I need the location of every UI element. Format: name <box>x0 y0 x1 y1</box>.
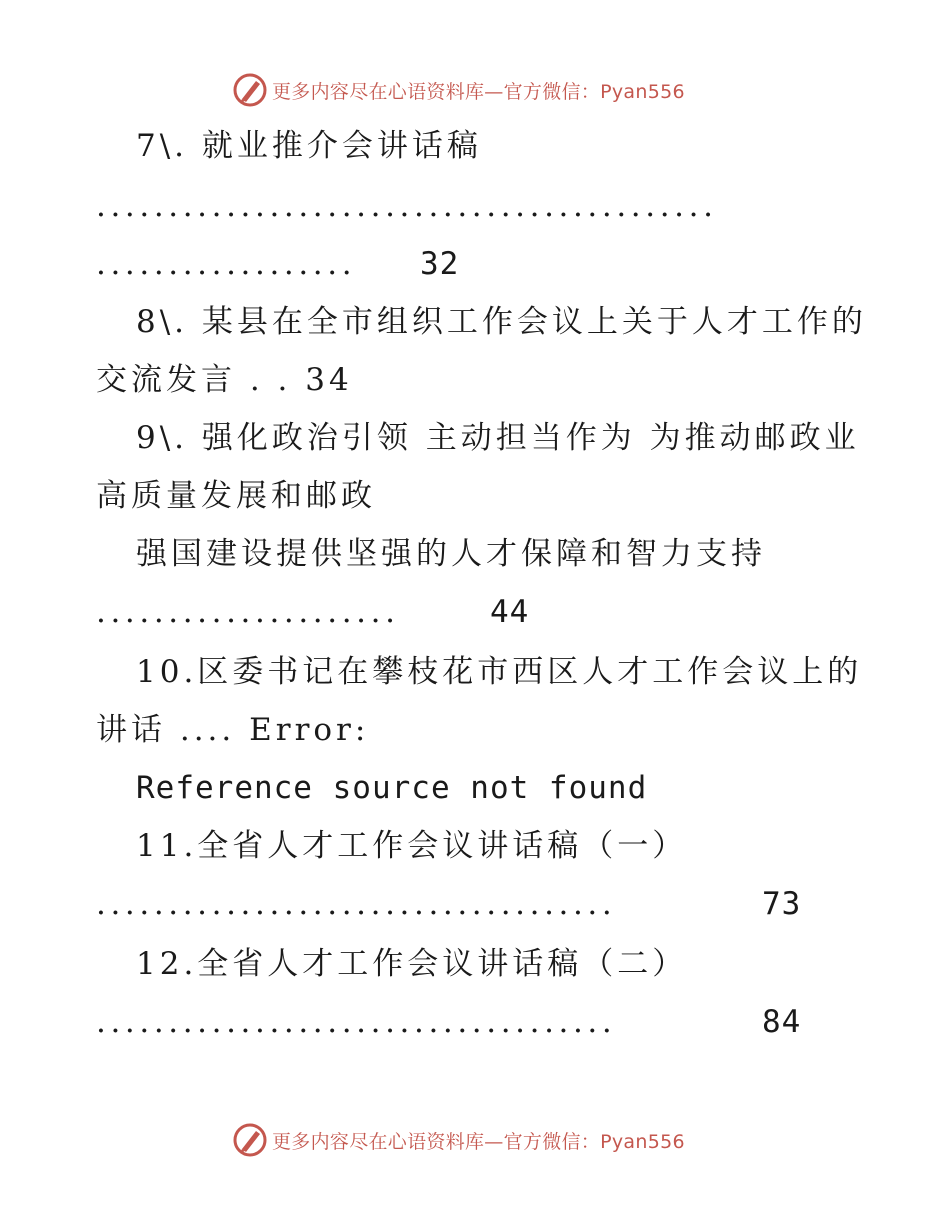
toc-entry-9-title-cont-2[interactable]: 强国建设提供坚强的人才保障和智力支持 <box>136 536 766 572</box>
toc-entry-11-title[interactable]: 11.全省人才工作会议讲话稿（一） <box>136 828 688 864</box>
toc-entry-10-error-text: Reference source not found <box>136 770 648 806</box>
banner-text: 更多内容尽在心语资料库—官方微信：Pyan556 <box>272 1131 685 1153</box>
toc-entry-7-leader-dots-2: .................. <box>96 246 357 282</box>
pen-logo-icon <box>232 72 268 108</box>
toc-entry-11-leader-dots: .................................... <box>96 886 617 922</box>
wechat-id: Pyan556 <box>600 1131 685 1153</box>
toc-entry-12-leader-dots: .................................... <box>96 1004 617 1040</box>
toc-entry-9-title[interactable]: 9\. 强化政治引领 主动担当作为 为推动邮政业 <box>136 420 860 456</box>
toc-entry-8-title-cont[interactable]: 交流发言 . . 34 <box>96 362 353 398</box>
toc-entry-7-page: 32 <box>420 246 460 282</box>
toc-entry-12-page: 84 <box>762 1004 802 1040</box>
banner-text: 更多内容尽在心语资料库—官方微信：Pyan556 <box>272 81 685 103</box>
toc-entry-9-leader-dots: ..................... <box>96 594 400 630</box>
header-watermark-banner <box>0 70 950 114</box>
toc-entry-7-title[interactable]: 7\. 就业推介会讲话稿 <box>136 128 482 164</box>
toc-entry-7-leader-dots: ........................................... <box>96 188 718 224</box>
toc-entry-8-title[interactable]: 8\. 某县在全市组织工作会议上关于人才工作的 <box>136 304 867 340</box>
toc-entry-9-page: 44 <box>490 594 530 630</box>
footer-watermark-banner <box>0 1120 950 1164</box>
toc-entry-10-title-cont[interactable]: 讲话 .... Error: <box>96 712 370 748</box>
toc-entry-9-title-cont[interactable]: 高质量发展和邮政 <box>96 478 376 514</box>
wechat-id: Pyan556 <box>600 81 685 103</box>
pen-logo-icon <box>232 1122 268 1158</box>
toc-entry-12-title[interactable]: 12.全省人才工作会议讲话稿（二） <box>136 946 688 982</box>
toc-entry-10-title[interactable]: 10.区委书记在攀枝花市西区人才工作会议上的 <box>136 654 863 690</box>
toc-entry-11-page: 73 <box>762 886 802 922</box>
